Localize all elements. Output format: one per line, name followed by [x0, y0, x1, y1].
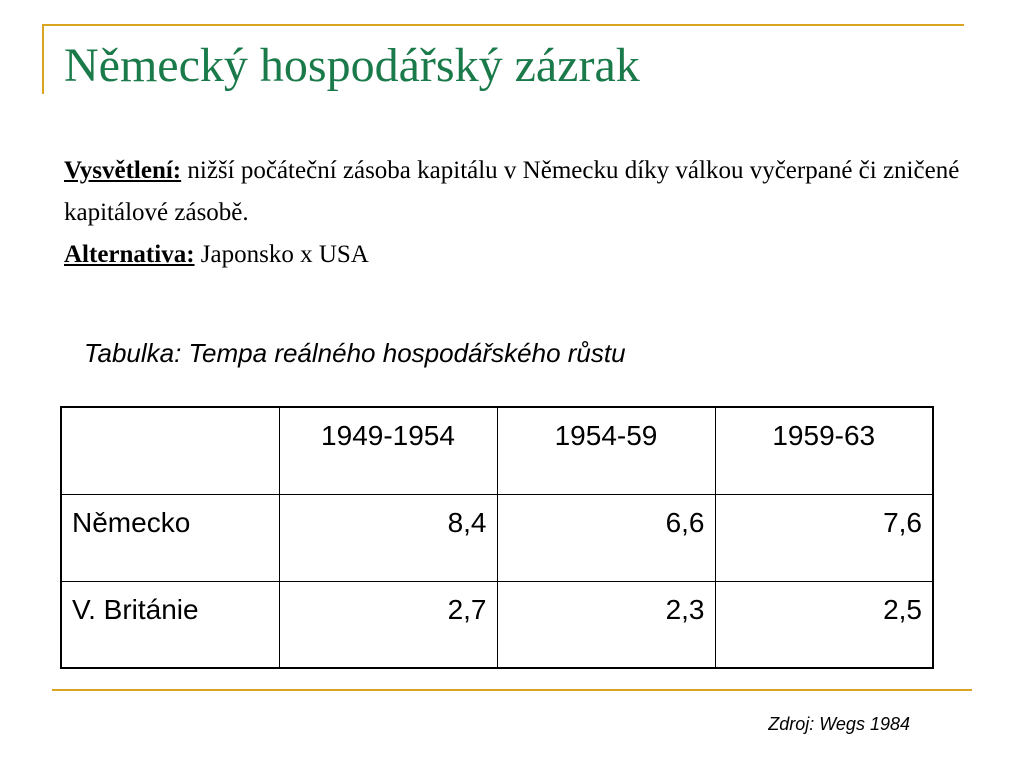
table-row	[61, 494, 933, 581]
accent-line-left	[42, 24, 44, 94]
growth-table	[60, 406, 934, 669]
slide-title: Německý hospodářský zázrak	[64, 39, 640, 92]
header-cell-period: 1949-1954	[279, 407, 497, 494]
value-cell: 2,3	[497, 581, 715, 668]
value-cell: 7,6	[715, 494, 933, 581]
value-cell: 2,5	[715, 581, 933, 668]
header-cell-empty	[61, 407, 279, 494]
header-cell-period: 1959-63	[715, 407, 933, 494]
explanation-text: nižší počáteční zásoba kapitálu v Německu díky válkou vyčerpané či zničené kapitálové zásobě.	[64, 157, 960, 226]
value-cell: 8,4	[279, 494, 497, 581]
row-label-cell: Německo	[61, 494, 279, 581]
accent-line-bottom	[52, 689, 972, 691]
explanation-label: Vysvětlení:	[64, 157, 182, 184]
source-note: Zdroj: Wegs 1984	[768, 714, 910, 734]
row-label-cell: V. Británie	[61, 581, 279, 668]
table-row	[61, 581, 933, 668]
alternative-text: Japonsko x USA	[194, 241, 369, 268]
accent-line-top	[42, 24, 964, 26]
explanation-block	[64, 150, 964, 276]
value-cell: 6,6	[497, 494, 715, 581]
alternative-label: Alternativa:	[64, 241, 195, 268]
table-header-row	[61, 407, 933, 494]
value-cell: 2,7	[279, 581, 497, 668]
table-caption: Tabulka: Tempa reálného hospodářského růstu	[84, 338, 626, 368]
header-cell-period: 1954-59	[497, 407, 715, 494]
